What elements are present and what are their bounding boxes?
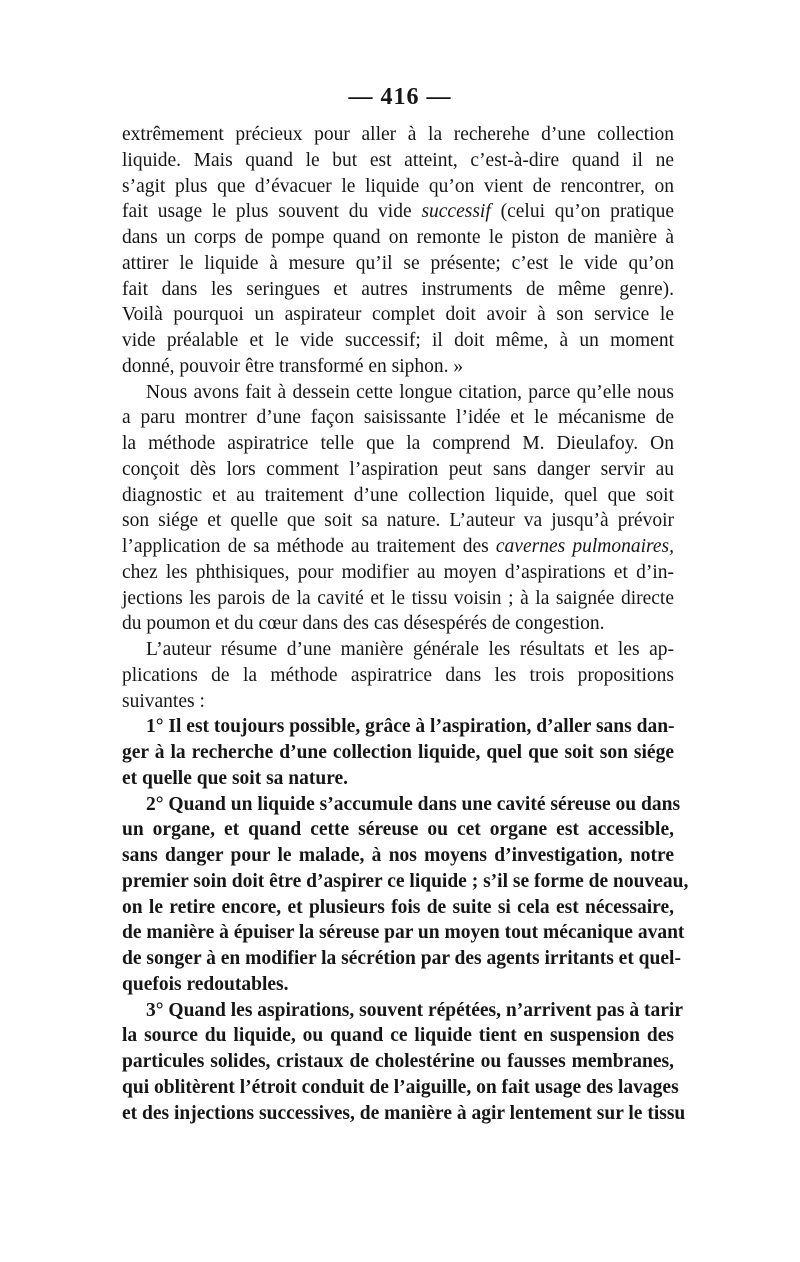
text-line: du poumon et du cœur dans des cas désespérés de congestion.	[122, 613, 605, 635]
text-line: donné, pouvoir être transformé en siphon. »	[122, 355, 464, 377]
text-line: quefois redoutables.	[122, 973, 289, 995]
text-line: suivantes :	[122, 690, 205, 712]
text-line: son siége et quelle que soit sa nature. L’auteur va jusqu’à prévoir	[122, 510, 674, 532]
text-line: L’auteur résume d’une manière générale les résultats et les ap-	[146, 639, 674, 660]
text-line: qui oblitèrent l’étroit conduit de l’aiguille, on fait usage des lavages	[122, 1076, 679, 1098]
text-segment: (celui qu’on pratique	[500, 201, 675, 223]
text-line: 1° Il est toujours possible, grâce à l’aspiration, d’aller sans dan-	[146, 716, 675, 738]
text-line: attirer le liquide à mesure qu’il se présente; c’est le vide qu’on	[122, 252, 674, 274]
text-line: fait dans les seringues et autres instruments de même genre).	[122, 278, 674, 300]
text-segment: l’application de sa méthode au traitement des	[122, 536, 489, 557]
page-number: — 416 —	[348, 84, 452, 110]
text-line: 3° Quand les aspirations, souvent répétées, n’arrivent pas à tarir	[146, 999, 683, 1021]
italic-term: successif	[421, 201, 491, 223]
text-line: de songer à en modifier la sécrétion par des agents irritants et quel-	[122, 948, 681, 969]
text-line: liquide. Mais quand le but est atteint, c’est-à-dire quand il ne	[122, 149, 674, 171]
text-line: la méthode aspiratrice telle que la comprend M. Dieulafoy. On	[122, 433, 674, 454]
text-line: Nous avons fait à dessein cette longue citation, parce qu’elle nous	[146, 381, 674, 403]
text-line	[122, 199, 674, 225]
text-line: a paru montrer d’une façon saisissante l’idée et le mécanisme de	[122, 407, 674, 429]
text-line: diagnostic et au traitement d’une collection liquide, quel que soit	[122, 484, 674, 506]
text-line: la source du liquide, ou quand ce liquide tient en suspension des	[122, 1025, 674, 1047]
text-line: dans un corps de pompe quand on remonte le piston de manière à	[122, 227, 674, 248]
text-line: sans danger pour le malade, à nos moyens d’investigation, notre	[122, 845, 674, 866]
text-line: Voilà pourquoi un aspirateur complet doit avoir à son service le	[122, 304, 674, 326]
text-line: 2° Quand un liquide s’accumule dans une cavité séreuse ou dans	[146, 793, 681, 815]
text-line: de manière à épuiser la séreuse par un moyen tout mécanique avant	[122, 922, 685, 944]
text-line: ger à la recherche d’une collection liquide, quel que soit son siége	[122, 742, 674, 763]
text-line: vide préalable et le vide successif; il doit même, à un moment	[122, 330, 674, 351]
text-line: chez les phthisiques, pour modifier au moyen d’aspirations et d’in-	[122, 561, 674, 583]
text-line	[122, 534, 674, 560]
body-text	[122, 122, 689, 1126]
text-line: premier soin doit être d’aspirer ce liquide ; s’il se forme de nouveau,	[122, 870, 689, 892]
text-line: conçoit dès lors comment l’aspiration peut sans danger servir au	[122, 458, 674, 480]
text-line: s’agit plus que d’évacuer le liquide qu’on vient de rencontrer, on	[122, 175, 674, 197]
text-line: et des injections successives, de manière à agir lentement sur le tissu	[122, 1102, 686, 1124]
text-line: un organe, et quand cette séreuse ou cet organe est accessible,	[122, 819, 674, 841]
text-line: extrêmement précieux pour aller à la recherehe d’une collection	[122, 124, 674, 145]
text-line: on le retire encore, et plusieurs fois de suite si cela est nécessaire,	[122, 896, 674, 918]
text-line: particules solides, cristaux de cholestérine ou fausses membranes,	[122, 1051, 674, 1072]
text-line: et quelle que soit sa nature.	[122, 767, 349, 789]
text-segment: fait usage le plus souvent du vide	[122, 201, 412, 223]
text-line: jections les parois de la cavité et le tissu voisin ; à la saignée directe	[122, 587, 674, 609]
text-line: plications de la méthode aspiratrice dans les trois propositions	[122, 664, 674, 686]
italic-term: cavernes pulmonaires,	[495, 536, 674, 557]
